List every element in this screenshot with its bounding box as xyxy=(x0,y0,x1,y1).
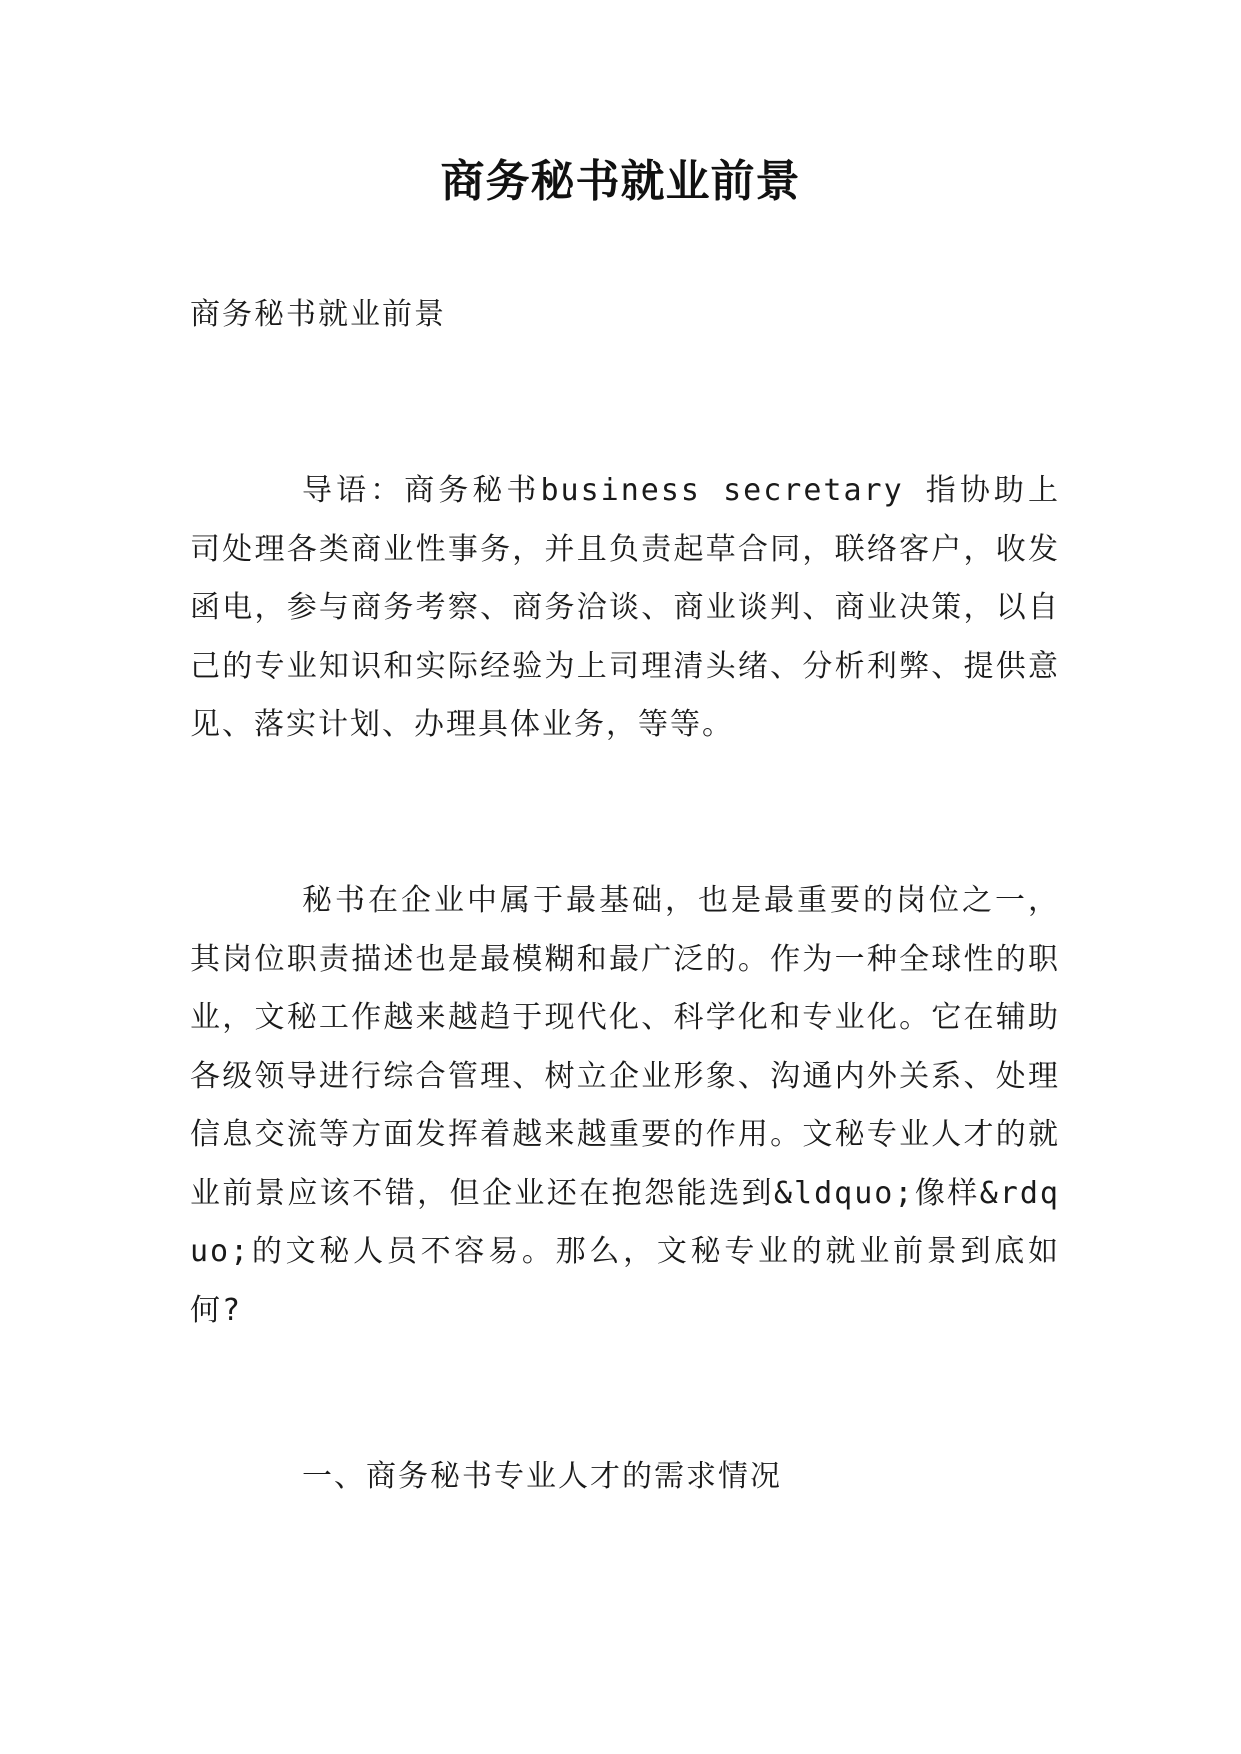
role-paragraph: 秘书在企业中属于最基础，也是最重要的岗位之一，其岗位职责描述也是最模糊和最广泛的。作为一种全球性的职业，文秘工作越来越趋于现代化、科学化和专业化。它在辅助各级领导进行综合管理、树立企业形象、沟通内外关系、处理信息交流等方面发挥着越来越重要的作用。文秘专业人才的就业前景应该不错，但企业还在抱怨能选到&ldquo;像样&rdquo;的文秘人员不容易。那么，文秘专业的就业前景到底如何? xyxy=(190,883,1060,1328)
intro-paragraph: 导语：商务秘书business secretary 指协助上司处理各类商业性事务，并且负责起草合同，联络客户，收发函电，参与商务考察、商务洽谈、商业谈判、商业决策，以自己的专业知识和实际经验为上司理清头绪、分析利弊、提供意见、落实计划、办理具体业务，等等。 xyxy=(190,473,1060,742)
document-title: 商务秘书就业前景 xyxy=(440,156,801,207)
section-heading: 一、商务秘书专业人才的需求情况 xyxy=(302,1459,782,1494)
document-subtitle: 商务秘书就业前景 xyxy=(190,297,446,332)
